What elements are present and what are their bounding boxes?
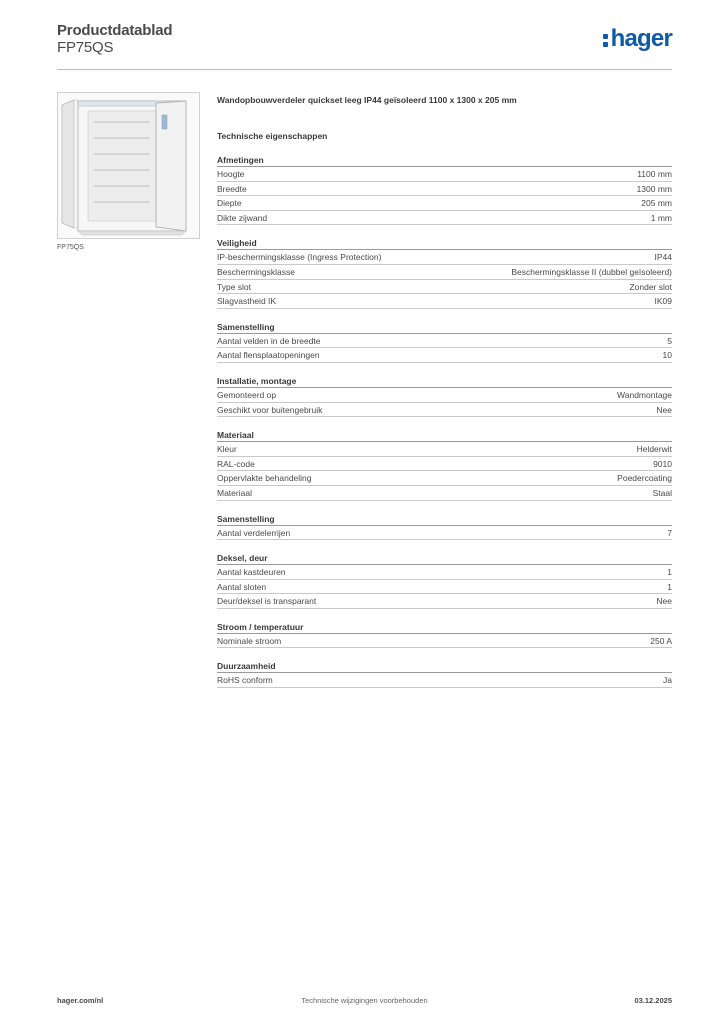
spec-row bbox=[217, 348, 672, 363]
spec-group-title: Stroom / temperatuur bbox=[217, 621, 304, 632]
spec-label: Aantal sloten bbox=[217, 581, 267, 592]
spec-label: RoHS conform bbox=[217, 675, 273, 686]
spec-value: Helderwit bbox=[636, 444, 672, 455]
spec-label: Dikte zijwand bbox=[217, 212, 268, 223]
spec-value: Ja bbox=[663, 675, 672, 686]
product-image bbox=[57, 92, 200, 239]
spec-row bbox=[217, 211, 672, 226]
spec-table bbox=[217, 672, 672, 688]
spec-label: Slagvastheid IK bbox=[217, 296, 277, 307]
footer-disclaimer: Technische wijzigingen voorbehouden bbox=[301, 996, 428, 1005]
spec-value: Nee bbox=[656, 596, 672, 607]
header bbox=[57, 22, 672, 70]
spec-label: Nominale stroom bbox=[217, 635, 282, 646]
spec-group-title: Veiligheid bbox=[217, 238, 257, 249]
spec-label: Breedte bbox=[217, 183, 247, 194]
spec-value: 205 mm bbox=[641, 198, 672, 209]
spec-label: Aantal flensplaatopeningen bbox=[217, 350, 320, 361]
spec-group bbox=[217, 155, 672, 225]
spec-group-title: Samenstelling bbox=[217, 513, 275, 524]
spec-row bbox=[217, 457, 672, 472]
spec-value: IP44 bbox=[654, 252, 672, 263]
spec-row bbox=[217, 250, 672, 265]
spec-value: 1 bbox=[667, 567, 672, 578]
spec-group-title: Samenstelling bbox=[217, 321, 275, 332]
spec-group-title: Materiaal bbox=[217, 430, 254, 441]
logo-text: hager bbox=[610, 25, 672, 52]
spec-table bbox=[217, 333, 672, 363]
spec-value: IK09 bbox=[654, 296, 672, 307]
spec-value: Nee bbox=[656, 404, 672, 415]
spec-label: Beschermingsklasse bbox=[217, 266, 295, 277]
spec-table bbox=[217, 387, 672, 417]
footer-date: 03.12.2025 bbox=[634, 996, 672, 1005]
spec-group-title: Installatie, montage bbox=[217, 375, 297, 386]
spec-row bbox=[217, 294, 672, 309]
spec-value: 250 A bbox=[650, 635, 672, 646]
spec-group-title: Duurzaamheid bbox=[217, 661, 276, 672]
spec-table bbox=[217, 564, 672, 609]
spec-row bbox=[217, 196, 672, 211]
spec-value: 1300 mm bbox=[636, 183, 672, 194]
footer-website-link[interactable]: hager.com/nl bbox=[57, 996, 104, 1005]
spec-row bbox=[217, 265, 672, 280]
spec-row bbox=[217, 280, 672, 295]
spec-row bbox=[217, 403, 672, 418]
spec-group bbox=[217, 514, 672, 541]
spec-value: Beschermingsklasse II (dubbel geïsoleerd) bbox=[511, 266, 672, 277]
product-specifications bbox=[217, 95, 672, 688]
spec-table bbox=[217, 441, 672, 500]
spec-table bbox=[217, 633, 672, 649]
spec-label: Aantal velden in de breedte bbox=[217, 335, 321, 346]
spec-table bbox=[217, 166, 672, 225]
spec-group bbox=[217, 661, 672, 688]
spec-table bbox=[217, 249, 672, 308]
spec-group-title: Afmetingen bbox=[217, 155, 264, 165]
hager-logo bbox=[603, 26, 672, 52]
spec-value: Wandmontage bbox=[617, 389, 672, 400]
spec-row bbox=[217, 388, 672, 403]
spec-group bbox=[217, 622, 672, 649]
image-caption: FP75QS bbox=[57, 244, 84, 251]
spec-label: Gemonteerd op bbox=[217, 389, 277, 400]
spec-row bbox=[217, 580, 672, 595]
spec-group bbox=[217, 376, 672, 417]
product-description: Wandopbouwverdeler quickset leeg IP44 geïsoleerd 1100 x 1300 x 205 mm bbox=[217, 95, 517, 105]
spec-label: Materiaal bbox=[217, 487, 252, 498]
document-title: Productdatablad bbox=[57, 22, 173, 39]
spec-label: Aantal verdelerrijen bbox=[217, 527, 291, 538]
spec-value: 7 bbox=[667, 527, 672, 538]
spec-table bbox=[217, 525, 672, 541]
spec-group-title: Deksel, deur bbox=[217, 553, 268, 564]
spec-label: Oppervlakte behandeling bbox=[217, 473, 312, 484]
spec-row bbox=[217, 182, 672, 197]
spec-group bbox=[217, 430, 672, 500]
spec-label: Deur/deksel is transparant bbox=[217, 596, 317, 607]
spec-value: 1 bbox=[667, 581, 672, 592]
logo-colon-icon bbox=[603, 30, 609, 49]
spec-value: 9010 bbox=[653, 458, 672, 469]
spec-label: Kleur bbox=[217, 444, 237, 455]
spec-label: IP-beschermingsklasse (Ingress Protection) bbox=[217, 252, 382, 263]
product-code: FP75QS bbox=[57, 39, 114, 56]
footer bbox=[57, 996, 672, 1010]
spec-label: RAL-code bbox=[217, 458, 255, 469]
spec-value: 1 mm bbox=[650, 212, 672, 223]
spec-label: Type slot bbox=[217, 281, 252, 292]
spec-group bbox=[217, 553, 672, 609]
spec-label: Diepte bbox=[217, 198, 242, 209]
spec-row bbox=[217, 442, 672, 457]
spec-label: Geschikt voor buitengebruik bbox=[217, 404, 323, 415]
spec-value: 1100 mm bbox=[637, 169, 672, 179]
spec-label: Aantal kastdeuren bbox=[217, 567, 286, 578]
spec-row bbox=[217, 486, 672, 501]
spec-value: 10 bbox=[662, 350, 672, 361]
spec-row bbox=[217, 565, 672, 580]
spec-row bbox=[217, 334, 672, 349]
spec-value: 5 bbox=[667, 335, 672, 346]
spec-groups bbox=[217, 155, 672, 688]
spec-row bbox=[217, 673, 672, 688]
spec-group bbox=[217, 322, 672, 363]
spec-row bbox=[217, 634, 672, 649]
spec-row bbox=[217, 526, 672, 541]
spec-group bbox=[217, 238, 672, 308]
enclosure-illustration bbox=[58, 93, 199, 238]
section-heading: Technische eigenschappen bbox=[217, 131, 328, 141]
spec-row bbox=[217, 471, 672, 486]
spec-row bbox=[217, 594, 672, 609]
spec-value: Zonder slot bbox=[629, 281, 672, 292]
spec-row bbox=[217, 167, 672, 182]
spec-label: Hoogte bbox=[217, 169, 245, 179]
spec-value: Staal bbox=[652, 487, 672, 498]
spec-value: Poedercoating bbox=[617, 473, 672, 484]
